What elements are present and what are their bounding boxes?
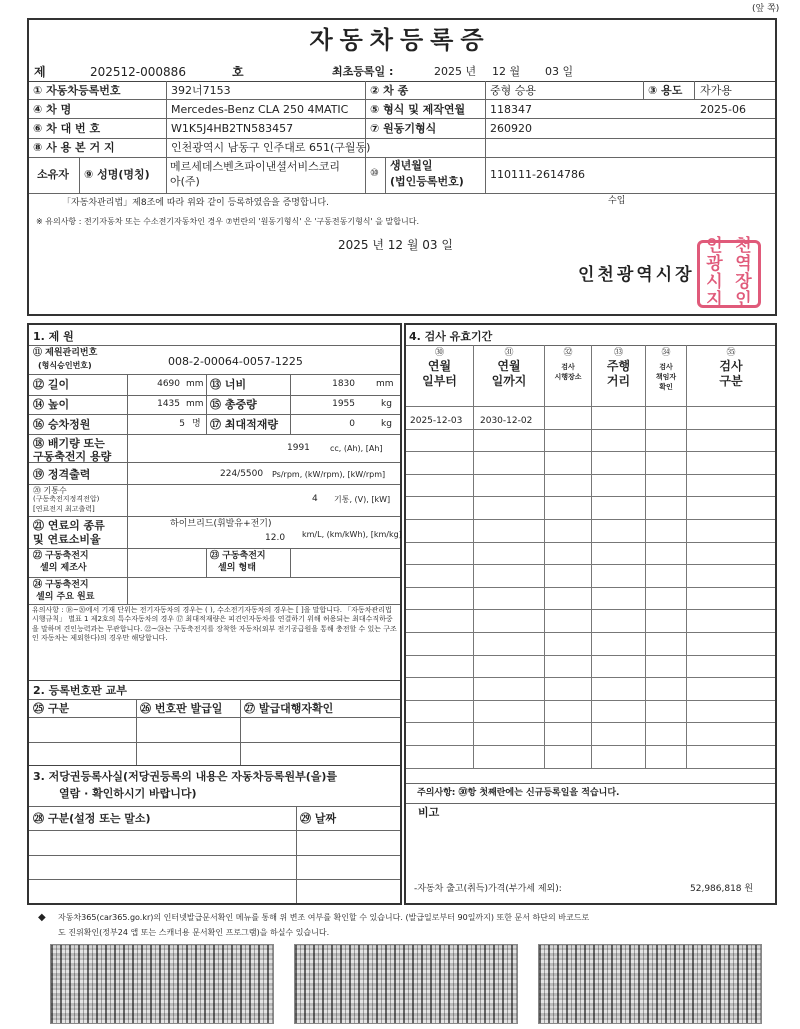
inspection-col-header-l2: 거리: [606, 374, 631, 388]
width-label: ⑬ 너비: [210, 378, 247, 391]
fuel-efficiency-unit: km/L, (km/kWh), [km/kg]: [302, 530, 402, 539]
inspection-cell: [474, 746, 545, 769]
footer-bullet-icon: ◆: [38, 912, 46, 923]
inspection-cell: [406, 475, 474, 498]
inspection-cell: [474, 633, 545, 656]
inspection-cell: [592, 701, 646, 724]
inspection-col-header-num: ㉝: [613, 348, 623, 358]
grid-line: [29, 193, 775, 194]
inspection-cell: [592, 678, 646, 701]
owner-name-line1: 메르세데스벤츠파이낸셜서비스코리: [170, 160, 341, 173]
inspection-cell: [406, 430, 474, 453]
reg-no-value: 392너7153: [171, 84, 231, 97]
inspection-notice: 주의사항: ㉚항 첫째란에는 신규등록일을 적습니다.: [417, 788, 620, 798]
inspection-cell: [646, 475, 687, 498]
lien-section-title-2: 열람 · 확인하시기 바랍니다): [59, 787, 197, 800]
inspection-cell: [406, 610, 474, 633]
grid-line: [406, 803, 775, 804]
cert-ho-label: 호: [232, 65, 244, 79]
inspection-cell: [545, 497, 592, 520]
grid-line: [127, 374, 128, 434]
inspection-cell: [406, 678, 474, 701]
form-label: ⑤ 형식 및 제작연월: [370, 103, 466, 116]
inspection-cell: [687, 407, 775, 430]
lien-col-category: ㉘ 구분(설정 또는 말소): [33, 812, 151, 825]
inspection-cell: [687, 588, 775, 611]
inspection-col-header-l1: 검사: [719, 359, 743, 373]
gross-weight-value: 1955: [332, 399, 355, 409]
inspection-col-header-l3: 확인: [659, 383, 673, 391]
grid-line: [406, 783, 775, 784]
barcode-3-icon: [538, 944, 762, 1024]
inspection-cell: [687, 475, 775, 498]
birth-number-mark: ⑩: [370, 168, 379, 179]
seats-value: 5: [179, 419, 185, 429]
first-reg-month: 12 월: [492, 65, 521, 78]
grid-line: [29, 434, 400, 435]
displacement-value: 1991: [287, 443, 310, 453]
grid-line: [29, 138, 775, 139]
made-date-value: 2025-06: [700, 103, 746, 116]
inspection-cell: [687, 543, 775, 566]
inspection-col-header: [474, 345, 545, 407]
inspection-cell: [474, 610, 545, 633]
inspection-cell: [646, 565, 687, 588]
reg-no-label: ① 자동차등록번호: [33, 84, 121, 97]
vin-label: ⑥ 차 대 번 호: [33, 122, 101, 135]
birth-label: 생년월일: [390, 159, 433, 172]
grid-line: [29, 516, 400, 517]
barcode-1-icon: [50, 944, 274, 1024]
battery-shape-label: ㉓ 구동축전지: [210, 551, 266, 561]
remarks-label: 비고: [418, 806, 440, 819]
grid-line: [29, 680, 400, 681]
max-load-label: ⑰ 최대적재량: [210, 418, 278, 431]
inspection-col-header-l1: 검사: [659, 363, 673, 371]
battery-material-label-2: 셀의 주요 원료: [36, 592, 95, 602]
inspection-cell: [592, 633, 646, 656]
inspection-cell: [474, 497, 545, 520]
grid-line: [206, 374, 207, 434]
inspection-col-header-l2: 책임자: [655, 373, 677, 381]
approval-no-label: (형식승인번호): [38, 361, 92, 370]
grid-line: [29, 414, 400, 415]
grid-line: [206, 548, 207, 577]
inspection-cell: [406, 565, 474, 588]
inspection-cell: [646, 520, 687, 543]
form-value: 118347: [490, 103, 532, 116]
power-value: 224/5500: [220, 469, 264, 479]
inspection-cell: [687, 520, 775, 543]
inspection-cell: [474, 678, 545, 701]
inspection-cell: [646, 746, 687, 769]
grid-line: [79, 157, 80, 193]
inspection-cell: [646, 633, 687, 656]
inspection-col-header-l1: 연월: [427, 359, 452, 373]
grid-line: [29, 345, 400, 346]
inspection-cell: [646, 656, 687, 679]
inspection-cell: [592, 475, 646, 498]
inspection-cell: [474, 520, 545, 543]
inspection-col-header-l1: 주행: [606, 359, 631, 373]
footer-line-1: 자동차365(car365.go.kr)의 인터넷발급문서확인 메뉴를 통해 위 변조 여부를 확인할 수 있습니다. (발급일로부터 90일까지) 또한 문서 하단의 바코드로: [58, 913, 590, 922]
grid-line: [29, 548, 400, 549]
inspection-col-header-num: ㉞: [661, 348, 671, 358]
certification-text: 「자동차관리법」제8조에 따라 위와 같이 등록하였음을 증명합니다.: [62, 198, 329, 208]
inspection-cell: [646, 701, 687, 724]
max-load-value: 0: [349, 419, 355, 429]
inspection-cell: [592, 610, 646, 633]
cert-no-value: 202512-000886: [90, 65, 186, 79]
barcode-2-icon: [294, 944, 518, 1024]
inspection-cell: [646, 430, 687, 453]
inspection-cell: [406, 701, 474, 724]
inspection-from-value: 2025-12-03: [410, 416, 463, 426]
inspection-cell: [687, 746, 775, 769]
grid-line: [694, 81, 695, 99]
inspection-cell: [545, 701, 592, 724]
inspection-cell: [406, 588, 474, 611]
inspection-col-header-num: ㉟: [726, 348, 736, 358]
grid-line: [485, 81, 486, 157]
inspection-cell: [545, 407, 592, 430]
engine-value: 260920: [490, 122, 532, 135]
plate-col-category: ㉕ 구분: [33, 702, 70, 715]
location-value: 인천광역시 남동구 인주대로 651(구월동): [171, 141, 371, 154]
inspection-cell: [646, 452, 687, 475]
inspection-cell: [646, 610, 687, 633]
inspection-col-header: [545, 345, 592, 407]
inspection-to-value: 2030-12-02: [480, 416, 533, 426]
inspection-cell: [592, 656, 646, 679]
grid-line: [290, 374, 291, 434]
official-seal-icon: 인 천 광 역 시 장 지 인: [697, 240, 761, 308]
inspection-cell: [592, 407, 646, 430]
seats-unit: 명: [192, 419, 201, 429]
grid-line: [365, 81, 366, 193]
plate-col-issue-date: ㉖ 번호판 발급일: [140, 702, 223, 715]
first-reg-day: 03 일: [545, 65, 574, 78]
inspection-cell: [687, 497, 775, 520]
grid-line: [29, 879, 400, 880]
inspection-cell: [592, 430, 646, 453]
lien-section-title: 3. 저당권등록사실(저당권등록의 내용은 자동차등록원부(을)를: [33, 770, 338, 783]
length-value: 4690: [157, 379, 180, 389]
fuel-efficiency-label: 및 연료소비율: [33, 533, 101, 546]
inspection-cell: [474, 475, 545, 498]
inspection-cell: [474, 543, 545, 566]
inspection-cell: [646, 723, 687, 746]
inspection-col-header-l2: 일까지: [491, 374, 527, 388]
inspection-cell: [474, 656, 545, 679]
inspection-col-header-l1: 연월: [497, 359, 521, 373]
inspection-col-header: [592, 345, 646, 407]
page-side-label: (앞 쪽): [752, 4, 780, 14]
inspection-col-header: [406, 345, 474, 407]
inspection-cell: [474, 588, 545, 611]
grid-line: [29, 577, 400, 578]
inspection-cell: [592, 565, 646, 588]
grid-line: [290, 548, 291, 577]
plate-section-title: 2. 등록번호판 교부: [33, 684, 127, 697]
grid-line: [643, 81, 644, 99]
grid-line: [485, 157, 486, 193]
length-label: ⑫ 길이: [33, 378, 70, 391]
grid-line: [29, 157, 775, 158]
owner-label: 소유자: [37, 168, 69, 181]
inspection-cell: [687, 452, 775, 475]
inspection-col-header-num: ㉚: [434, 348, 444, 358]
first-reg-year: 2025 년: [434, 65, 477, 78]
inspection-cell: [545, 610, 592, 633]
inspection-cell: [406, 746, 474, 769]
inspection-cell: [545, 678, 592, 701]
inspection-cell: [406, 520, 474, 543]
inspection-cell: [687, 723, 775, 746]
gross-weight-unit: kg: [381, 399, 392, 409]
inspection-cell: [406, 497, 474, 520]
inspection-cell: [406, 656, 474, 679]
inspection-cell: [474, 430, 545, 453]
displacement-unit: cc, (Ah), [Ah]: [330, 444, 383, 453]
inspection-cell: [592, 497, 646, 520]
seats-label: ⑯ 승차정원: [33, 418, 91, 431]
cylinders-value: 4: [312, 494, 318, 504]
spec-caution: 유의사항 : ⑱~⑳에서 기재 단위는 전기자동차의 경우는 ( ), 수소전기자동차의 경우는 [ ]을 말합니다. 「자동차관리법 시행규칙」 별표 1 제2호의 특수자동차의 경우 ⑰ 최대적재량은 피견인자동차를 연결하기 위해 허용되는 최대수직하중을 말하며 견인능력과는 무관합니다. ㉒~㉔는 구동축전지를 장착한 자동차(외부 전기공급원을 통해 충전할 수 있는 구조인 자동차는 제외한다)의 경우만 해당합니다.: [32, 606, 397, 643]
inspection-cell: [687, 678, 775, 701]
grid-line: [136, 699, 137, 765]
corp-reg-label: (법인등록번호): [390, 175, 464, 188]
cylinders-label: ⑳ 기통수: [33, 486, 67, 495]
first-reg-label: 최초등록일 :: [332, 65, 394, 78]
inspection-cell: [687, 633, 775, 656]
inspection-col-header-l2: 일부터: [422, 374, 457, 388]
grid-line: [29, 395, 400, 396]
inspection-col-header: [646, 345, 687, 407]
battery-voltage-label: (구동축전지정격전압): [33, 495, 100, 503]
model-label: ④ 차 명: [33, 103, 72, 116]
cert-no-label: 제: [34, 65, 46, 79]
inspection-cell: [545, 588, 592, 611]
grid-line: [29, 81, 775, 82]
inspection-cell: [592, 520, 646, 543]
inspection-cell: [406, 452, 474, 475]
inspection-cell: [646, 543, 687, 566]
inspection-cell: [545, 746, 592, 769]
height-value: 1435: [157, 399, 180, 409]
inspection-cell: [545, 520, 592, 543]
issuer-name: 인천광역시장: [578, 265, 695, 285]
owner-name-line2: 아(주): [170, 175, 200, 188]
battery-maker-label-2: 셀의 제조사: [40, 563, 87, 573]
inspection-cell: [406, 723, 474, 746]
inspection-cell: [545, 475, 592, 498]
grid-line: [29, 830, 400, 831]
power-unit: Ps/rpm, (kW/rpm), [kW/rpm]: [272, 470, 386, 479]
grid-line: [166, 81, 167, 157]
grid-line: [29, 604, 400, 605]
cert-notice: ※ 유의사항 : 전기자동차 또는 수소전기자동차인 경우 ⑦번란의 '원동기형식' 은 '구동전동기형식' 을 말합니다.: [36, 217, 419, 226]
fuel-type-value: 하이브리드(휘발유+전기): [170, 519, 272, 529]
power-label: ⑲ 정격출력: [33, 468, 91, 481]
vin-value: W1K5J4HB2TN583457: [171, 122, 294, 135]
inspection-cell: [687, 656, 775, 679]
inspection-col-header-l2: 구분: [719, 374, 743, 388]
inspection-cell: [406, 543, 474, 566]
owner-name-label: ⑨ 성명(명칭): [84, 168, 150, 181]
grid-line: [29, 699, 400, 700]
displacement-label: ⑱ 배기량 또는: [33, 437, 105, 450]
inspection-col-header-l2: 시행장소: [554, 373, 582, 381]
grid-line: [29, 855, 400, 856]
grid-line: [29, 806, 400, 807]
inspection-cell: [687, 701, 775, 724]
inspection-cell: [545, 543, 592, 566]
gross-weight-label: ⑮ 총중량: [210, 398, 257, 411]
inspection-col-header-num: ㉛: [504, 348, 514, 358]
inspection-cell: [474, 723, 545, 746]
inspection-col-header: [687, 345, 775, 407]
inspection-cell: [646, 678, 687, 701]
car-type-value: 중형 승용: [490, 84, 537, 97]
fuel-efficiency-value: 12.0: [265, 533, 286, 543]
fuel-cell-output-label: [연료전지 최고출력]: [33, 505, 95, 513]
width-value: 1830: [332, 379, 355, 389]
cert-date: 2025 년 12 월 03 일: [338, 238, 453, 252]
length-unit: mm: [186, 379, 204, 389]
engine-label: ⑦ 원동기형식: [370, 122, 437, 135]
inspection-cell: [545, 633, 592, 656]
grid-line: [29, 717, 400, 718]
inspection-section-title: 4. 검사 유효기간: [409, 330, 493, 343]
document-title: 자동차등록증: [309, 26, 491, 54]
inspection-cell: [545, 723, 592, 746]
price-label: -자동차 출고(취득)가격(부가세 제외):: [414, 884, 562, 894]
birth-value: 110111-2614786: [490, 168, 585, 181]
inspection-cell: [646, 407, 687, 430]
inspection-cell: [545, 430, 592, 453]
inspection-cell: [406, 633, 474, 656]
inspection-cell: [646, 588, 687, 611]
inspection-cell: [592, 452, 646, 475]
grid-line: [166, 157, 167, 193]
inspection-cell: [687, 610, 775, 633]
grid-line: [29, 484, 400, 485]
grid-line: [29, 765, 400, 766]
car-type-label: ② 차 종: [370, 84, 409, 97]
plate-col-agent-confirm: ㉗ 발급대행자확인: [244, 702, 334, 715]
height-label: ⑭ 높이: [33, 398, 70, 411]
battery-shape-label-2: 셀의 형태: [218, 563, 256, 573]
battery-capacity-label: 구동축전지 용량: [33, 450, 112, 463]
width-unit: mm: [376, 379, 394, 389]
lien-col-date: ㉙ 날짜: [300, 812, 337, 825]
inspection-cell: [687, 430, 775, 453]
inspection-cell: [545, 452, 592, 475]
grid-line: [29, 374, 400, 375]
battery-maker-label: ㉒ 구동축전지: [33, 551, 89, 561]
inspection-cell: [687, 565, 775, 588]
use-value: 자가용: [700, 84, 732, 97]
mgmt-no-value: 008-2-00064-0057-1225: [168, 355, 303, 368]
inspection-cell: [545, 656, 592, 679]
inspection-cell: [592, 543, 646, 566]
max-load-unit: kg: [381, 419, 392, 429]
grid-line: [127, 434, 128, 604]
location-label: ⑧ 사 용 본 거 지: [33, 141, 115, 154]
price-value: 52,986,818 원: [690, 884, 754, 894]
fuel-type-label: ㉑ 연료의 종류: [33, 519, 105, 532]
inspection-cell: [592, 746, 646, 769]
battery-material-label: ㉔ 구동축전지: [33, 580, 89, 590]
inspection-col-header-num: ㉜: [563, 348, 573, 358]
grid-line: [29, 118, 775, 119]
use-label: ③ 용도: [648, 84, 683, 97]
grid-line: [240, 699, 241, 765]
cylinders-unit: 기통, (V), [kW]: [334, 495, 391, 504]
inspection-col-header-l1: 검사: [561, 363, 575, 371]
inspection-cell: [646, 497, 687, 520]
inspection-cell: [474, 452, 545, 475]
grid-line: [296, 806, 297, 903]
import-label: 수입: [608, 196, 626, 206]
grid-line: [29, 99, 775, 100]
height-unit: mm: [186, 399, 204, 409]
grid-line: [385, 157, 386, 193]
grid-line: [29, 742, 400, 743]
inspection-cell: [474, 701, 545, 724]
inspection-cell: [592, 588, 646, 611]
spec-section-title: 1. 제 원: [33, 330, 74, 343]
inspection-cell: [545, 565, 592, 588]
inspection-cell: [474, 565, 545, 588]
inspection-cell: [592, 723, 646, 746]
footer-line-2: 도 진위확인(정부24 앱 또는 스캐너용 문서확인 프로그램)을 하실수 있습니다.: [58, 928, 330, 937]
model-value: Mercedes-Benz CLA 250 4MATIC: [171, 103, 349, 116]
mgmt-no-label: ⑪ 제원관리번호: [33, 348, 98, 358]
